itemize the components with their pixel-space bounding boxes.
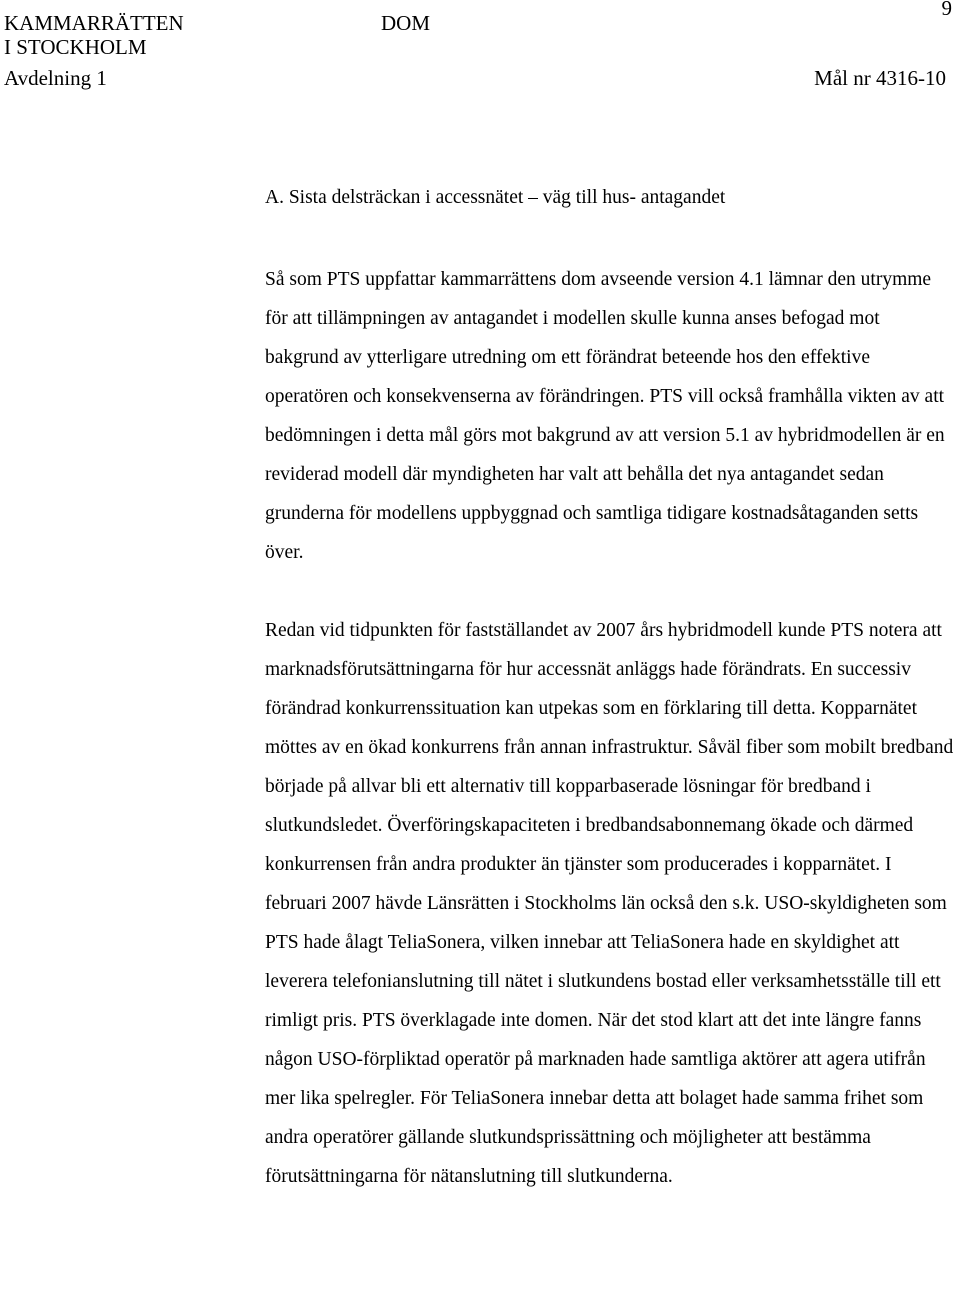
court-name [4,11,184,59]
document-type: DOM [381,11,431,35]
court-name-line-1: KAMMARRÄTTEN [4,11,184,35]
document-body [265,184,955,1196]
body-paragraph-1: Så som PTS uppfattar kammarrättens dom avseende version 4.1 lämnar den utrymme för att tillämpningen av antagandet i modellen skulle kunna anses befogad mot bakgrund av ytterligare utredning om ett förändrat beteende hos den effektive operatören och konsekvenserna av förändringen. PTS vill också framhålla vikten av att bedömningen i detta mål görs mot bakgrund av att version 5.1 av hybridmodellen är en reviderad modell där myndigheten har valt att behålla det nya antagandet sedan grunderna för modellens uppbyggnad och samtliga tidigare kostnadsåtaganden setts över. [265,269,945,563]
section-heading: A. Sista delsträckan i accessnätet – väg till hus- antagandet [265,187,726,208]
body-paragraph-2: Redan vid tidpunkten för fastställandet av 2007 års hybridmodell kunde PTS notera att marknadsförutsättningarna för hur accessnät anläggs hade förändrats. En successiv förändrad konkurrenssituation kan utpekas som en förklaring till detta. Kopparnätet möttes av en ökad konkurrens från annan infrastruktur. Såväl fiber som mobilt bredband började på allvar bli ett alternativ till kopparbaserade lösningar för bredband i slutkundsledet. Överföringskapaciteten i bredbandsabonnemang ökade och därmed konkurrensen från andra produkter än tjänster som producerades i kopparnätet. I februari 2007 hävde Länsrätten i Stockholms län också den s.k. USO-skyldigheten som PTS hade ålagt TeliaSonera, vilken innebar att TeliaSonera hade en skyldighet att leverera telefonianslutning till nätet i slutkundens bostad eller verksamhetsställe till ett rimligt pris. PTS överklagade inte domen. När det stod klart att det inte längre fanns någon USO-förpliktad operatör på marknaden hade samtliga aktörer att agera utifrån mer lika spelregler. För TeliaSonera innebar detta att bolaget hade samma frihet som andra operatörer gällande slutkundsprissättning och möjligheter att bestämma förutsättningarna för nätanslutning till slutkunderna. [265,620,954,1187]
division: Avdelning 1 [4,66,107,90]
page-number: 9 [941,0,952,20]
court-name-line-2: I STOCKHOLM [4,35,147,59]
case-number: Mål nr 4316-10 [814,66,946,90]
